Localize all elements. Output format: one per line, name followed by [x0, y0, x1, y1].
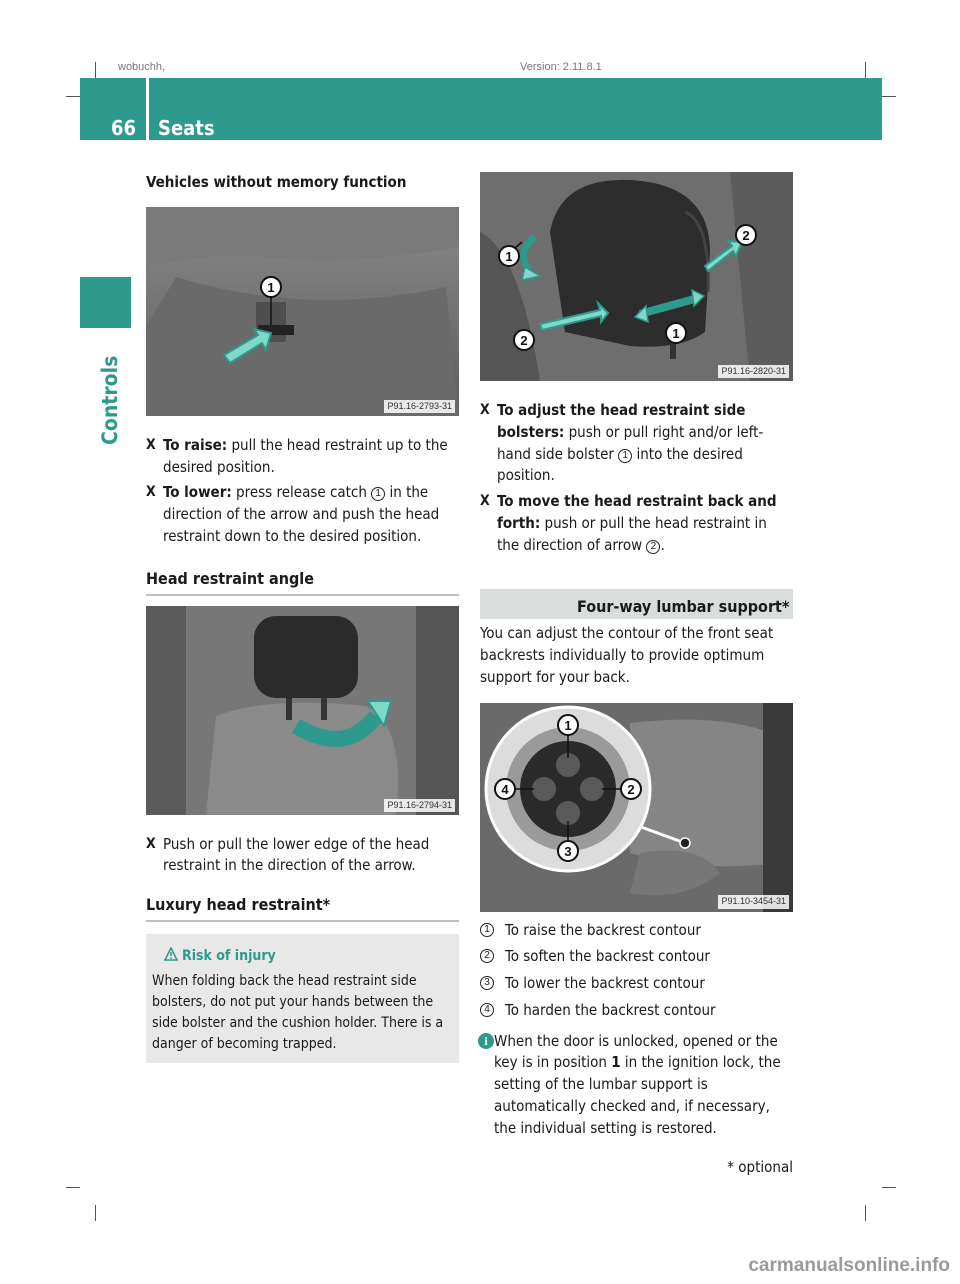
photo-lumbar-switch — [480, 703, 793, 912]
subheading-no-memory: Vehicles without memory function — [146, 173, 407, 191]
crop-mark — [882, 1187, 896, 1188]
crop-mark — [865, 1205, 866, 1221]
figure-luxury-restraint — [480, 172, 793, 381]
step-move-restraint: X To move the head restraint back and forth: push or pull the head restraint in the direction of arrow 2 . — [480, 492, 777, 554]
step-arrow-icon: X — [146, 835, 156, 852]
heading-lumbar-support: Four-way lumbar support* — [480, 589, 793, 619]
warning-icon — [164, 947, 178, 968]
warning-box — [146, 934, 459, 1063]
figure-code: P91.16-2820-31 — [718, 365, 789, 378]
fig1-marker: 1 — [267, 279, 275, 295]
fig4-marker-1: 1 — [564, 717, 572, 733]
meta-left: wobuchh, — [118, 61, 166, 73]
fig4-marker-2: 2 — [627, 781, 635, 797]
crop-mark — [66, 96, 80, 97]
footer-optional-note: * optional — [727, 1158, 793, 1176]
marker-1: 1 — [618, 449, 632, 463]
figure-restraint-angle — [146, 606, 459, 815]
chapter-label: Controls — [98, 355, 122, 445]
step-arrow-icon: X — [480, 402, 490, 418]
page-header — [80, 78, 882, 140]
lumbar-legend — [480, 920, 793, 1022]
section-title: Seats — [158, 116, 215, 140]
step-adjust-bolsters: X To adjust the head restraint side bolsters: push or pull right and/or left-hand side bolster 1 into the desired position. — [480, 401, 764, 485]
marker-2: 2 — [646, 540, 660, 554]
crop-mark — [95, 1205, 96, 1221]
figure-code: P91.16-2793-31 — [384, 400, 455, 413]
fig4-marker-3: 3 — [564, 843, 572, 859]
warning-text: When folding back the head restraint side bolsters, do not put your hands between the side bolster and the cushion holder. There is a danger of becoming trapped. — [152, 973, 444, 1053]
crop-mark — [865, 62, 866, 78]
crop-mark — [66, 1187, 80, 1188]
left-column — [146, 172, 459, 1063]
legend-item: 2 To soften the backrest contour — [480, 946, 793, 968]
lumbar-intro: You can adjust the contour of the front seat backrests individually to provide optimum support for your back. — [480, 624, 774, 686]
meta-version: Version: 2.11.8.1 — [520, 61, 602, 73]
marker-1: 1 — [371, 487, 385, 501]
step-raise: X To raise: pull the head restraint up to the desired position. — [146, 435, 448, 476]
crop-mark — [95, 62, 96, 78]
step-angle: X Push or pull the lower edge of the head restraint in the direction of the arrow. — [146, 834, 430, 875]
legend-item: 1 To raise the backrest contour — [480, 920, 793, 942]
step-arrow-icon: X — [146, 484, 156, 501]
fig3-marker-2a: 2 — [742, 228, 750, 243]
crop-mark — [882, 96, 896, 97]
heading-restraint-angle: Head restraint angle — [146, 567, 459, 596]
watermark: carmanualsonline.info — [748, 1255, 950, 1277]
info-note: i When the door is unlocked, opened or the key is in position 1 in the ignition lock, the setting of the lumbar support is automatically checked and, if necessary, the individual setting is restored. — [480, 1031, 793, 1140]
legend-item: 3 To lower the backrest contour — [480, 973, 793, 995]
warning-title: Risk of injury — [152, 946, 453, 967]
fig3-marker-1a: 1 — [505, 249, 513, 264]
figure-code: P91.10-3454-31 — [718, 895, 789, 908]
chapter-tab — [80, 277, 131, 328]
step-arrow-icon: X — [480, 493, 490, 509]
photo-release-catch — [146, 207, 459, 416]
figure-head-restraint-release — [146, 207, 459, 416]
legend-item: 4 To harden the backrest contour — [480, 1000, 793, 1022]
step-arrow-icon: X — [146, 436, 156, 453]
fig3-marker-1b: 1 — [672, 326, 680, 341]
photo-restraint-angle — [146, 606, 459, 815]
header-divider — [146, 78, 149, 140]
page-number: 66 — [111, 116, 137, 140]
figure-code: P91.16-2794-31 — [384, 799, 455, 812]
right-column — [480, 172, 793, 1139]
figure-lumbar-switch — [480, 703, 793, 912]
info-icon: i — [478, 1033, 494, 1049]
fig3-marker-2b: 2 — [520, 333, 528, 348]
fig4-marker-4: 4 — [501, 781, 509, 797]
step-lower: X To lower: press release catch 1 in the direction of the arrow and push the head restraint down to the desired position. — [146, 483, 440, 545]
heading-luxury-restraint: Luxury head restraint* — [146, 893, 459, 922]
photo-luxury-restraint — [480, 172, 793, 381]
